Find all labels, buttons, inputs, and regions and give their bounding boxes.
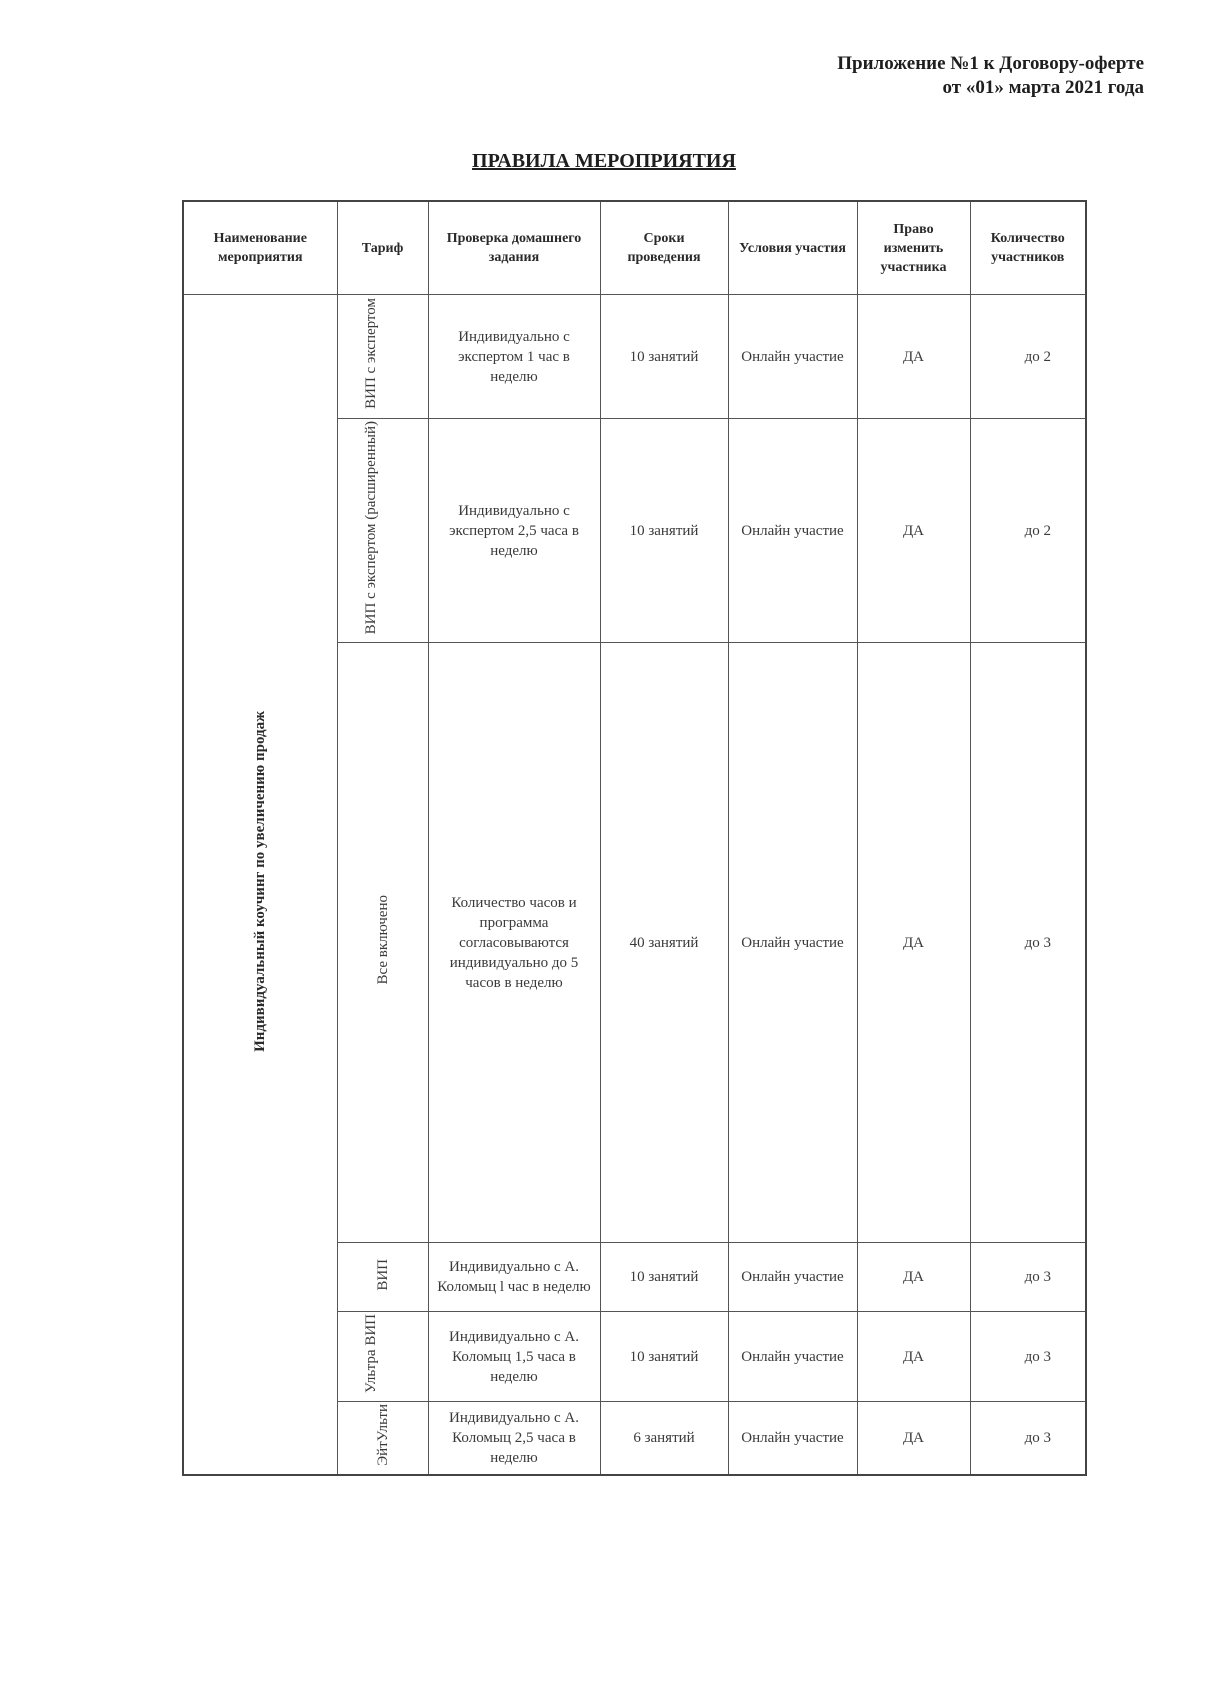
table-row	[183, 295, 1086, 419]
homework-cell: Индивидуально с А. Коломыц l час в неделю	[428, 1243, 600, 1312]
duration-cell: 40 занятий	[600, 643, 728, 1243]
homework-cell	[428, 643, 600, 1243]
change-cell: ДА	[857, 1243, 970, 1312]
count-cell: до 3	[970, 1402, 1086, 1475]
tariff-cell: ВИП	[337, 1243, 428, 1312]
document-header	[837, 52, 1144, 100]
tariff-cell: Все включено	[337, 643, 428, 1243]
change-cell: ДА	[857, 295, 970, 419]
duration-cell: 6 занятий	[600, 1402, 728, 1475]
duration-cell: 10 занятий	[600, 295, 728, 419]
tariff-cell: ВИП с экспертом (расширенный)	[337, 419, 428, 643]
conditions-cell: Онлайн участие	[728, 1243, 857, 1312]
column-header: Количество участников	[970, 201, 1086, 295]
table-header-row	[183, 201, 1086, 295]
duration-cell: 10 занятий	[600, 1243, 728, 1312]
column-header: Тариф	[337, 201, 428, 295]
conditions-cell: Онлайн участие	[728, 295, 857, 419]
column-header: Наименование мероприятия	[183, 201, 337, 295]
count-cell: до 3	[970, 643, 1086, 1243]
page-title: ПРАВИЛА МЕРОПРИЯТИЯ	[472, 150, 736, 172]
column-header: Условия участия	[728, 201, 857, 295]
column-header: Право изменить участника	[857, 201, 970, 295]
conditions-cell: Онлайн участие	[728, 1402, 857, 1475]
conditions-cell: Онлайн участие	[728, 1312, 857, 1402]
count-cell: до 3	[970, 1243, 1086, 1312]
tariff-cell: ВИП с экспертом	[337, 295, 428, 419]
conditions-cell: Онлайн участие	[728, 419, 857, 643]
homework-text: Количество часов и программа согласовываются индивидуально до 5 часов в неделю	[449, 894, 579, 991]
homework-cell: Индивидуально с экспертом 2,5 часа в неделю	[428, 419, 600, 643]
change-cell: ДА	[857, 419, 970, 643]
column-header: Сроки проведения	[600, 201, 728, 295]
change-cell: ДА	[857, 643, 970, 1243]
homework-cell: Индивидуально с А. Коломыц 2,5 часа в неделю	[428, 1402, 600, 1475]
count-cell: до 3	[970, 1312, 1086, 1402]
count-cell: до 2	[970, 419, 1086, 643]
column-header: Проверка домашнего задания	[428, 201, 600, 295]
header-line-1: Приложение №1 к Договору-оферте	[837, 53, 1144, 74]
tariff-cell: ЭйтУльти	[337, 1402, 428, 1475]
duration-cell: 10 занятий	[600, 1312, 728, 1402]
event-name-cell	[183, 295, 337, 1476]
change-cell: ДА	[857, 1402, 970, 1475]
homework-cell: Индивидуально с экспертом 1 час в неделю	[428, 295, 600, 419]
duration-cell: 10 занятий	[600, 419, 728, 643]
change-cell: ДА	[857, 1312, 970, 1402]
rules-table	[182, 200, 1087, 1476]
tariff-cell: Ультра ВИП	[337, 1312, 428, 1402]
conditions-cell: Онлайн участие	[728, 643, 857, 1243]
header-line-2: от «01» марта 2021 года	[942, 77, 1144, 98]
homework-cell: Индивидуально с А. Коломыц 1,5 часа в неделю	[428, 1312, 600, 1402]
count-cell: до 2	[970, 295, 1086, 419]
event-name: Индивидуальный коучинг по увеличению продаж	[252, 711, 269, 1053]
